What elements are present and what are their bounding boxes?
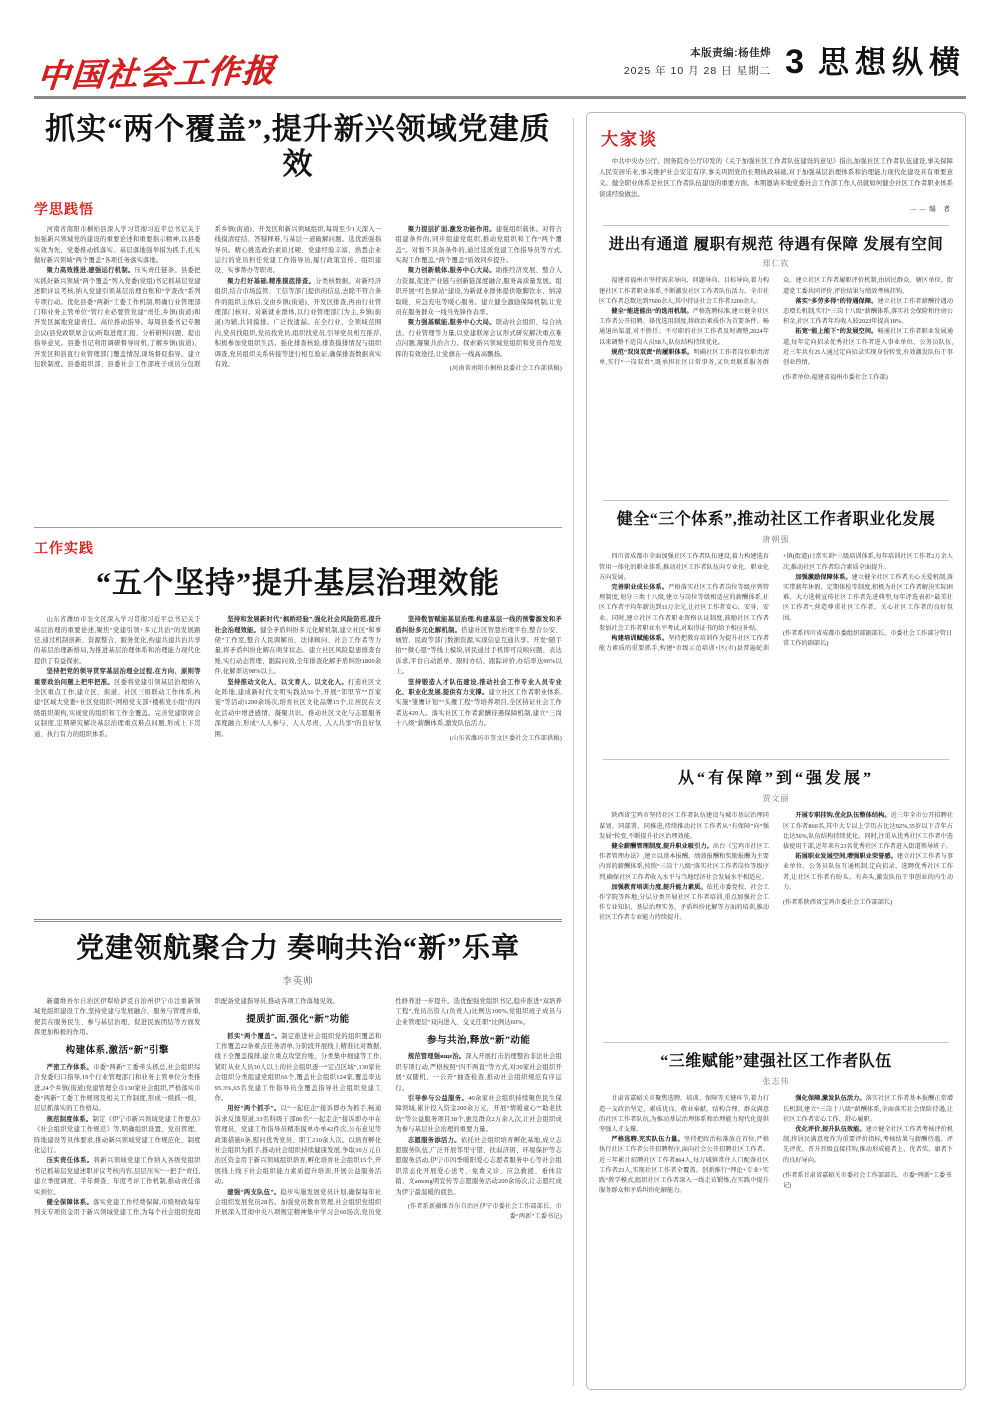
article3-byline: 李英帅 [282,976,314,987]
panel-label: 大家谈 [601,130,658,149]
discussion-item-title: 进出有通道 履职有规范 待遇有保障 发展有空间 [608,236,944,253]
discussion-item-body [599,811,953,1033]
paragraph: 落实“多劳多得”的待遇保障。建立社区工作者薪酬待遇动态增长机制,实行“三岗十八级”薪酬体系,落实社会保险和住房公积金,社区工作者年均收入较2023年提高18%。 [783,297,954,326]
paragraph: 开展专职挂钩,优化队伍整体结构。近三年全市公开招聘社区工作者860名,其中大专以上学历占比达92%,35岁以下青年占比达56%,队伍结构持续优化。同时,注重从优秀社区工作者中选拔使用干部,近年来有23名优秀社区工作者进入街道领导班子。 [783,812,954,850]
paragraph: 健全保障体系。落实党建工作经费保障,市级财政每年列支专项资金用于新兴领域党建工作,为每个社会组织党组织配备党建指导员,推动各项工作落地见效。 [34,997,339,1217]
paragraph: 强化保障,激发队伍活力。落实社区工作者基本报酬正常增长机制,建立“三岗十八级”薪酬体系,全面落实社会保险待遇,让社区工作者安心工作、舒心履职。 [783,1095,954,1123]
article1-body [34,225,562,513]
paragraph: 用好“两个抓手”。以“一起庇企”接诉即办为抓手,畅通诉求反馈渠道,33名科级干部86名“一起走企”接诉即办中在管理员、党建工作指导员精准摸单办单42件次,公布意见等政策措施6条,慰问优秀党员、职工210余人次。以培育孵化社会组织为抓手,推动社会组织持续健康发展,争取30万元自治区资金用于新兴领域组织培育,孵化培育社会组织15个,开展线上线下社会组织能力素质提升培训,开展公益服务活动。 [214,1105,382,1186]
masthead-meta [624,44,771,80]
paragraph: 拓宽“能上能下”的发展空间。畅通社区工作者职业发展通道,每年定向招录优秀社区工作者进入事业单位、公务员队伍,近三年共有25人通过定向招录实现身份转变,有效激发队伍干事创业热情。 [783,328,954,366]
discussion-item [599,510,953,750]
paragraph: 加强教育培训力度,提升能力素质。依托市委党校、社会工作学院等阵地,分层分类开展社区工作者培训,重点加强社会工作专业知识、基层治理实务、矛盾纠纷化解等方面的培训,推动社区工作者专业能力持续提升。 [599,883,770,922]
paragraph: 健全薪酬管理制度,提升职业吸引力。出台《宝鸡市社区工作者管理办法》,建立以基本报酬、绩效报酬和奖励报酬为主要内容的薪酬体系,按照“三岗十八级”落实社区工作者岗位等级序列,确保社区工作者收入水平与当地经济社会发展水平相适应。 [599,842,770,881]
panel-divider-1 [603,500,949,501]
column-divider [573,118,574,1386]
paragraph: 建强“两支队伍”。稳步实施发展党员计划,确保每年社会组织发展党员28名。加强党员教育管理,社会组织党组织开展深入贯彻中央八项规定精神集中学习会60场次,党员党性修养进一步提升。选优配强党组织书记,稳步推进“双培养工程”,党员出资人(负责人)比例达100%,党组织班子成员与企业管理层“双向进入、交叉任职”比例达60%。 [214,997,562,1217]
discussion-item-author: 贾文丽 [762,794,790,804]
left-content-zone [34,112,562,1390]
discussion-item-credit: (作者系甘肃省嘉峪关市委社会工作部部长、市委“两新”工委书记) [783,1171,952,1189]
paragraph: 四川省成都市全面加强社区工作者队伍建设,着力构建选育管用一体化的职业体系,推动社区工作者队伍向专业化、职业化方向发展。 [599,553,769,581]
article3-credit: (作者系新疆维吾尔自治区伊宁市委社会工作部部长、市委“两新”工委书记) [407,1203,562,1221]
article3-body [34,997,562,1312]
paragraph: 福建省福州市坚持需求导向、问题导向、目标导向,着力构建社区工作者职业体系,不断激发社区工作者队伍活力。全市社区工作者总数达到7600余人,其中持证社会工作者3200余人。 [599,277,769,305]
paragraph: 健全“能进能出”的选用机制。严格选聘标准,建立健全社区工作者公开招聘、择优选用制度,将政治素质作为首要条件。畅通退出渠道,对不胜任、不尽职的社区工作者及时调整,2024年以来调整不适岗人员58人,队伍结构持续优化。 [599,307,770,346]
newspaper-title: 中国社会工作报 [36,52,278,94]
discussion-item-author: 唐朝强 [762,535,790,545]
discussion-item-body [599,552,953,750]
paragraph: 聚力创新载体,服务中心大局。助推经济发展、整合人力资源,促进产业链与创新链深度融合,服务高质量发展。组织开展“红色驿站”建设,为新就业群体提供歇脚饮水、纳凉取暖、应急充电等暖心服务。建立健全激励保障机制,让党员在服务群众一线当先锋作表率。 [395,267,562,317]
panel-divider-0 [603,225,949,226]
paragraph: 优化评价,提升队伍效能。建立健全社区工作者考核评价机制,将居民满意度作为重要评价指标,考核结果与薪酬待遇、评先评优、晋升晋级直接挂钩,推动形成能者上、优者奖、庸者下的良好导向。 [783,1125,954,1164]
section-title: 思想纵横 [818,44,966,80]
discussion-item-body [599,276,953,491]
masthead-right [624,44,966,80]
paragraph: 聚力高效推进,建强运行机制。压实责任链条。县委把实抓好新兴领域“两个覆盖”列入党委(党组)书记抓基层党建述职评议考核,纳入党建引领基层治理台账和“学查改”系列专项行动。优化县委“两新”工委工作机制,明确行业管理部门和业务主管单位“管行业必要管党建”责任,乡镇(街道)和开发区属地党建责任。高位推动指导。每周县委书记专题会议(县党政联席会议)听取进度汇报、分析研判问题、提出指导意见。县委书记利用调研督导时机,了解乡镇(街道)、开发区和县直行业管理部门覆盖情况,现场督促指导。建立包联制度。县委组织部、县委社会工作部班子成员分包联系乡镇(街道)、开发区和新兴领域组织,每周至少1天深入一线摸清症结、答疑释难,与基层一道破解问题。选优派强指导员。精心挑选政治素质过硬、党建经验丰富、熟悉企业运行的党员担任党建工作指导员,履行政策宣传、组织建设、实事帮办等职责。 [34,225,382,369]
paragraph: 陕西省宝鸡市坚持社区工作者队伍建设与城市基层治理同谋划、同部署、同推进,持续推动社区工作者从“有保障”向“强发展”转变,不断提升社区治理效能。 [599,812,769,840]
discussion-item-author: 张志伟 [762,1077,790,1087]
discussion-item [599,1052,953,1302]
paragraph: 聚力提层扩面,激发功能作用。建强组织载体。对符合组建条件的,同步组建党组织,推动党组织和工作“两个覆盖”。对暂不具备条件的,通过选派党建工作指导员等方式,实现工作覆盖,“两个覆盖”质效同步提升。 [395,225,562,264]
article1-kicker: 学思践悟 [34,200,94,217]
paragraph: 志愿服务添活力。依托社会组织培育孵化基地,成立志愿服务队伍,广泛开展邻里守望、扶弱济困、环境保护等志愿服务活动,伊宁市四季暖阳爱心志愿者服务中心等社会组织常态化开展爱心送考、免费义诊、应急救援、垂体营销、文among明宣传等志愿服务活动200余场次,让志愿红成为伊宁最温暖的底色。 [395,1136,562,1196]
article2-body [34,615,562,907]
paragraph: 规范“双岗双责”的履职体系。明确社区工作者岗位职责清单,实行“一岗双责”,既承担社区日常事务,又负责联系服务群众。建立社区工作者履职评价机制,由居民群众、辖区单位、街道党工委共同评价,评价结果与绩效考核挂钩。 [599,277,953,366]
discussion-item-credit: (作者系陕西省宝鸡市委社会工作部部长) [783,899,893,906]
paragraph: 引导参与公益服务。40余家社会组织持续聚焦民生保障领域,累计投入资金200余万元，开展“情暖童心”“助老扶幼”等公益服务项目38个,惠及群众2万余人次,让社会组织成为参与基层社会治理的重要力量。 [395,1095,562,1134]
panel-divider-3 [603,1042,949,1043]
paragraph: 抓实“两个覆盖”。制定推进社会组织党的组织覆盖和工作覆盖22条重点任务清单,分阶段开展线上精准比对数据,线下全覆盖摸排,建立重点攻坚台账、分类集中细建等工作,紧盯从业人员30人以上的社会组织逐一“定点区域”,130家社会组织分类组建党组织66个,覆盖社会组织124家,覆盖率达95.3%,65名党建工作指导员全覆盖指导社会组织党建工作。 [214,1032,382,1103]
paragraph: 构建培训赋能体系。坚持把教育培训作为提升社区工作者能力素质的重要抓手,构建“市级示范培训+区(市)县普遍轮训+镇(街道)日常实训”三级培训体系,每年培训社区工作者2万余人次,推动社区工作者综合素质全面提升。 [599,553,953,653]
paragraph: 聚力强基赋能,服务中心大局。联动社会组织、综合执法、行业管理等力量,以党建联席会议形式研究解决重点难点问题,凝聚共治合力。探索新兴领域党组织和党员作用发挥的有效途径,让党旗在一线高高飘扬。 [395,319,562,358]
article3-section-title: 提质扩面,强化“新”功能 [246,1015,350,1026]
paragraph: 严密工作体系。市委“两新”工委牵头抓总,社会组织综合党委归口指导,19个行业管理部门和业务主管单位分类推进,24个乡镇(街道)党建管理全市130家社会组织,严格落实市委“两新”工委工作规则及相关工作制度,形成一级抓一级、层层抓落实的工作格局。 [34,1063,201,1113]
divider-2 [34,919,562,922]
date-line: 2025 年 10 月 28 日 星期二 [623,65,772,77]
paragraph: 聚力打好基础,精准摸底排查。分类核数据。对新经济组织,结合市场监管、工信等部门提供的信息,去除不符合条件的组织主体后,交由乡镇(街道)、开发区排查,再由行业管理部门核对。对新就业群体,以行业管理部门为主,乡镇(街道)为辅,共同摸排。广泛找遗漏。在全行业、全领域范围内,党员找组织,党员找党员,组织找党员,引导党员相互推荐,积极参加党组织生活。强化排查核验,排查摸排情况与组织调查,党员组织关系转接等进行相互验证,确保排查数据真实有效。 [214,277,382,369]
editor-line: 本版责编:杨佳烨 [690,47,772,59]
article-lead-party-building [34,112,562,513]
paragraph: 坚持推动文化人、以文育人、以文化人。打造社区文化阵地,建成新时代文明实践站56个,开展“邻里节”“百家宴”等活动1200余场次,培育社区文化品牌15个,让居民在文化活动中增进感情、凝聚共识。推动社区文化与志愿服务深度融合,形成“人人参与、人人尽责、人人共享”的良好氛围。 [214,678,382,738]
masthead [0,0,1000,104]
discussion-item-credit: (作者系四川省成都市委组织部副部长、市委社会工作部分管日常工作的副部长) [783,629,953,647]
paragraph: 压实责任体系。将新兴领域党建工作纳入各级党组织书记抓基层党建述职评议考核内容,层层压实“一把手”责任,建立季度调度、半年督查、年度考评工作机制,推动责任落实到位。 [34,1157,201,1196]
panel-divider-2 [603,759,949,760]
discussion-item [599,235,953,491]
discussion-item-title: 健全“三个体系”,推动社区工作者职业化发展 [616,511,936,529]
paragraph: 加强激励保障体系。建立健全社区工作者关心关爱机制,落实带薪年休假、定期体检等制度,积极为社区工作者解决实际困难。大力选树宣传社区工作者先进典型,每年评选表彰“最美社区工作者”,营造尊重社区工作者、关心社区工作者的良好氛围。 [783,573,954,622]
article3-headline: 党建领航聚合力 奏响共治“新”乐章 [75,933,520,965]
paragraph: 坚持把党的领导贯穿基层治理全过程,在方向、原则等重要政治问题上把牢把准。区委将党建引领基层治理纳入全区重点工作,建立区、街道、社区三级联动工作体系,构建“区域大党委+社区党组织+网格党支部+楼栋党小组”的四级组织架构,实现党的组织和工作全覆盖。完善党建联席会议制度,定期研究解决基层治理重点难点问题,形成上下贯通、执行有力的组织体系。 [34,668,201,738]
article2-headline: “五个坚持”提升基层治理效能 [96,566,500,600]
discussion-item-title: 从“有保障”到“强发展” [677,770,874,788]
article2-kicker: 工作实践 [34,539,94,556]
article-party-leads-governance [34,932,562,1312]
panel-intro-sign: ——编 者 [909,206,953,213]
article3-section-title: 参与共治,释放“新”动能 [426,1035,531,1046]
paragraph: 新疆维吾尔自治区伊犁哈萨克自治州伊宁市注重新领域党组织建设工作,坚持党建与发展融合、服务与管理并重,使其在服务民生、参与基层治理、促进民族团结等方面发挥更加积极的作用。 [34,997,201,1036]
paragraph: 河南省南阳市桐柏县深入学习贯彻习近平总书记关于加强新兴领域党的建设的重要论述和重要指示精神,以县委实效为先、党委推动抓落实、基层落地强举措为抓手,扎实做好新兴领域“两个覆盖”各项任务落实落地。 [34,225,201,264]
article1-headline: 抓实“两个覆盖”,提升新兴领域党建质效 [45,113,551,182]
paragraph: 严格选聘,充实队伍力量。坚持把政治标准放在首位,严格执行社区工作者公开招聘程序,面向社会公开招聘社区工作者。近三年累计招聘社区工作者864人,每万城镇常住人口配备社区工作者23人,实现社区工作者全覆盖。创新推行“理论+专业+实践”教学模式,组织社区工作者深入一线走访锻炼,在实践中提升服务群众和矛盾纠纷化解能力。 [599,1136,770,1195]
paragraph: 坚持数智赋能基层治理,构建基层一线的预警源发和矛盾纠纷多元化解机制。搭建社区智慧治理平台,整合公安、城管、民政等部门数据资源,实现信息互通共享。开发“随手拍”“微心愿”等线上模块,居民通过手机即可反映问题、表达诉求,平台自动派单、限时办结、跟踪评价,办结率达96%以上。 [395,616,562,676]
paragraph: 坚持和发展新时代“枫桥经验”,强化社会风险防范,提升社会治理效能。健全矛盾纠纷多元化解机制,建立社区“和事佬”工作室,整合人民调解员、法律顾问、社会工作者等力量,将矛盾纠纷化解在萌芽状态。建立社区风险隐患排查台账,实行动态管理、跟踪问效,全年排查化解矛盾纠纷1800余件,化解率达98%以上。 [214,616,382,676]
divider-1 [34,527,562,528]
panel-intro: 中共中央办公厅、国务院办公厅印发的《关于加强社区工作者队伍建设的意见》指出,加强社区工作者队伍建设,事关保障人民安居乐业,事关维护社会安定有序,事关巩固党的长期执政基础,对于加强基层治理体系和治理能力现代化建设具有重要意义。健全职业体系是社区工作者队伍建设的重要方面。本期邀请多地党委社会工作部工作人员就如何健全社区工作者职业体系谈谈经验做法。 [599,158,953,198]
page-number: 3 [785,43,804,81]
discussion-item-author: 郑仁钦 [762,259,790,269]
paragraph: 规范管理强ище治。深入开展打击治理整治非法社会组织专项行动,严格按照“四不两直”等方式,对30家社会组织开展“双随机、一公开”抽查检查,推动社会组织规范有序运行。 [395,1053,562,1092]
paragraph: 完善职业成长体系。严格落实社区工作者岗位等级序列管理制度,划分三类十八级,建立与岗位等级相适应的薪酬体系,社区工作者平均年薪达到11万余元,让社区工作者安心、安身、安业。同时,建立社区工作者职业资格认证制度,鼓励社区工作者参加社会工作者职业水平考试,对取得证书的给予相应补贴。 [599,583,770,632]
discussion-item-body [599,1094,953,1302]
article1-credit: (河南省南阳市桐柏县委社会工作部供稿) [449,365,562,373]
masthead-rule [34,96,966,99]
paragraph: 坚持锻造人才队伍建设,推动社会工作专业人员专业化、职业化发展,提供有力支撑。建立社区工作者职业体系,实施“雏鹰计划”“头雁工程”等培养项目,全区持证社会工作者达420人。落实社区工作者薪酬待遇保障机制,建立“三岗十八级”薪酬体系,激发队伍活力。 [395,678,562,728]
paragraph: 拓展职业发展空间,增强职业荣誉感。建立社区工作者与事业单位、公务员队伍互通机制,定向招录、选聘优秀社区工作者,让社区工作者有盼头、有奔头,激发队伍干事创业的内生动力。 [783,853,954,891]
discussion-panel [586,112,966,1390]
paragraph: 山东省潍坊市奎文区深入学习贯彻习近平总书记关于基层治理的重要论述,聚焦“党建引领+多元共治”的发展路径,通过机制创新、资源整合、服务优化,构建共建共治共享的基层治理新格局,为推进基层治理体系和治理能力现代化提供了有益探索。 [34,616,201,665]
discussion-item-title: “三维赋能”建强社区工作者队伍 [660,1053,892,1071]
paragraph: 规范制度体系。制定《伊宁市新兴领域党建工作要点》《社会组织党建工作规范》等,明确组织设置、党员管理、阵地建设等具体要求,推动新兴领域党建工作规范化、制度化运行。 [34,1115,201,1155]
article2-credit: (山东省潍坊市奎文区委社会工作部供稿) [449,734,562,742]
discussion-item-credit: (作者单位:福建省福州市委社会工作部) [783,374,888,382]
article-five-adherences [34,538,562,907]
article3-section-title: 构建体系,激活“新”引擎 [65,1046,170,1057]
discussion-item [599,769,953,1033]
paragraph: 甘肃省嘉峪关市聚焦选聘、培训、保障等关键环节,着力打造一支政治坚定、素质优良、敬业奉献、结构合理、群众满意的社区工作者队伍,为推动基层治理体系和治理能力现代化提供坚强人才支撑。 [599,1095,769,1133]
